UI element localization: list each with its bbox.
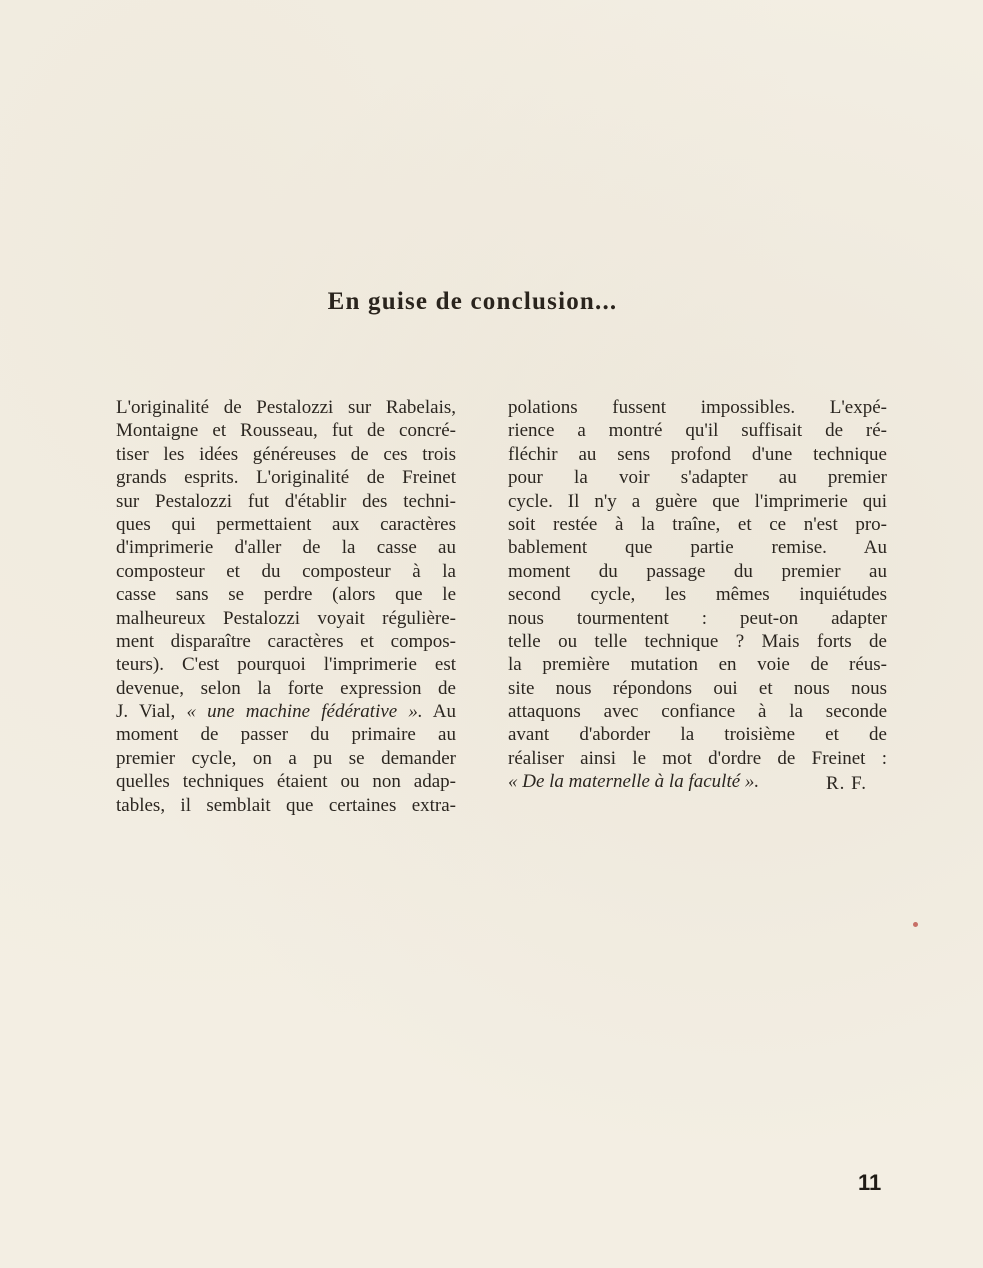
text-line: avant d'aborder la troisième et de — [508, 724, 887, 746]
text-line: second cycle, les mêmes inquiétudes — [508, 584, 887, 606]
quote-line: « De la maternelle à la faculté ». — [508, 771, 760, 793]
left-column — [116, 396, 456, 817]
text-line: premier cycle, on a pu se demander — [116, 747, 456, 769]
text-line: sur Pestalozzi fut d'établir des techni- — [116, 490, 456, 512]
text-line: nous tourmentent : peut-on adapter — [508, 607, 887, 629]
text-line: fléchir au sens profond d'une technique — [508, 443, 887, 465]
text-line: devenue, selon la forte expression de — [116, 677, 456, 699]
text-line: telle ou telle technique ? Mais forts de — [508, 630, 887, 652]
page-number: 11 — [858, 1170, 882, 1195]
page-title: En guise de conclusion... — [327, 288, 618, 315]
text-line: moment de passer du primaire au — [116, 724, 456, 746]
text-fragment: Au — [432, 701, 457, 723]
text-line: pour la voir s'adapter au premier — [508, 467, 887, 489]
text-fragment: J. Vial, — [116, 701, 176, 723]
quote-text: « une machine fédérative ». — [186, 701, 423, 723]
text-line: ment disparaître caractères et compos- — [116, 630, 456, 652]
text-line: cycle. Il n'y a guère que l'imprimerie qui — [508, 490, 887, 512]
text-line: Montaigne et Rousseau, fut de concré- — [116, 420, 456, 442]
text-line: site nous répondons oui et nous nous — [508, 677, 887, 699]
text-line: L'originalité de Pestalozzi sur Rabelais, — [116, 397, 456, 418]
text-line: rience a montré qu'il suffisait de ré- — [508, 420, 887, 442]
right-column — [508, 396, 887, 794]
text-line: d'imprimerie d'aller de la casse au — [116, 537, 456, 559]
text-line: tables, il semblait que certaines extra- — [116, 794, 456, 816]
text-line: attaquons avec confiance à la seconde — [508, 701, 887, 723]
text-line: moment du passage du premier au — [508, 560, 887, 582]
text-line: composteur et du composteur à la — [116, 560, 456, 582]
text-line: bablement que partie remise. Au — [508, 537, 887, 559]
text-line: réaliser ainsi le mot d'ordre de Freinet : — [508, 747, 887, 769]
text-line: teurs). C'est pourquoi l'imprimerie est — [116, 654, 456, 676]
text-line-quote — [116, 700, 456, 723]
text-line: la première mutation en voie de réus- — [508, 654, 887, 676]
author-signature: R. F. — [826, 773, 867, 794]
text-line: malheureux Pestalozzi voyait régulière- — [116, 607, 456, 629]
text-line: grands esprits. L'originalité de Freinet — [116, 467, 456, 489]
text-line: soit restée à la traîne, et ce n'est pro- — [508, 513, 887, 535]
text-line: ques qui permettaient aux caractères — [116, 513, 456, 535]
text-line: tiser les idées généreuses de ces trois — [116, 443, 456, 465]
text-line: casse sans se perdre (alors que le — [116, 584, 456, 606]
text-line: quelles techniques étaient ou non adap- — [116, 771, 456, 793]
text-line: polations fussent impossibles. L'expé- — [508, 397, 887, 418]
ink-spot — [913, 922, 918, 927]
